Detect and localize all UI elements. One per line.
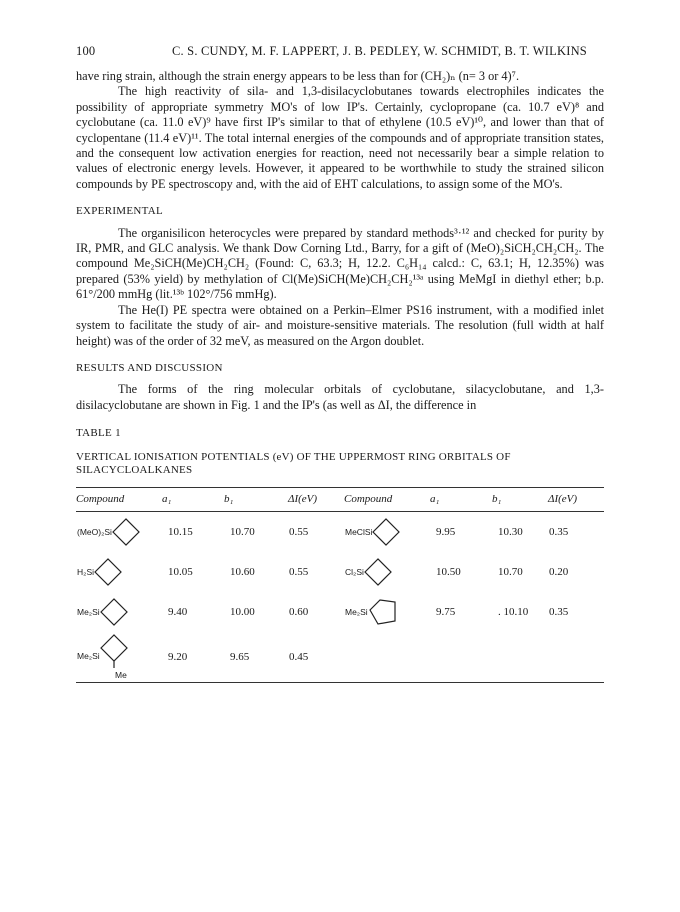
a1-value: 9.95 bbox=[436, 526, 456, 539]
paragraph-1: have ring strain, although the strain energy appears to be less than for (CH₂)ₙ (n= 3 or 4)⁷. bbox=[76, 69, 520, 83]
a1-value: 10.50 bbox=[436, 566, 461, 579]
author-line: C. S. CUNDY, M. F. LAPPERT, J. B. PEDLEY, W. SCHMIDT, B. T. WILKINS bbox=[172, 44, 587, 58]
delta-value: 0.55 bbox=[289, 566, 309, 579]
col-delta-right: ΔI(eV) bbox=[548, 488, 604, 512]
col-compound-left: Compound bbox=[76, 488, 162, 512]
cyclobutane-ring-icon bbox=[364, 558, 392, 586]
col-b1-right: b₁ bbox=[492, 488, 548, 512]
col-delta-left: ΔI(eV) bbox=[288, 488, 344, 512]
compound-label: Me₂Si bbox=[77, 607, 100, 618]
b1-value: 10.30 bbox=[498, 526, 523, 539]
compound-label: MeClSi bbox=[345, 527, 373, 538]
article-body bbox=[76, 69, 604, 413]
table-row bbox=[76, 592, 604, 632]
cyclobutane-ring-icon bbox=[112, 518, 140, 546]
empty-cell bbox=[548, 632, 604, 683]
table-header-row bbox=[76, 488, 604, 512]
col-a1-right: a₁ bbox=[430, 488, 492, 512]
compound-structure bbox=[345, 558, 429, 586]
compound-label: H₂Si bbox=[77, 567, 94, 578]
b1-value: 10.70 bbox=[230, 526, 255, 539]
cyclobutane-ring-icon bbox=[372, 518, 400, 546]
table-caption: VERTICAL IONISATION POTENTIALS (eV) OF THE UPPERMOST RING ORBITALS OF SILACYCLOALKANES bbox=[76, 451, 511, 477]
a1-value: 9.40 bbox=[168, 606, 188, 619]
delta-value: 0.35 bbox=[549, 606, 569, 619]
cyclobutane-ring-icon bbox=[94, 558, 122, 586]
empty-cell bbox=[492, 632, 548, 683]
compound-structure bbox=[77, 558, 161, 586]
table-row bbox=[76, 552, 604, 592]
compound-label: Me₂Si bbox=[345, 607, 368, 618]
compound-label: (MeO)₂Si bbox=[77, 527, 112, 538]
compound-structure bbox=[345, 518, 429, 546]
delta-value: 0.35 bbox=[549, 526, 569, 539]
compound-structure bbox=[345, 597, 429, 627]
delta-value: 0.45 bbox=[289, 651, 309, 664]
methyl-substituent: Me bbox=[115, 670, 127, 681]
compound-structure bbox=[77, 518, 161, 546]
a1-value: 9.20 bbox=[168, 651, 188, 664]
compound-label: Me₂Si bbox=[77, 651, 100, 662]
delta-value: 0.55 bbox=[289, 526, 309, 539]
delta-value: 0.60 bbox=[289, 606, 309, 619]
a1-value: 10.05 bbox=[168, 566, 193, 579]
a1-value: 10.15 bbox=[168, 526, 193, 539]
paragraph-3: The organisilicon heterocycles were prepared by standard methods³·¹² and checked for purity by IR, PMR, and GLC analysis. We thank Dow Corning Ltd., Barry, for a gift of (MeO)₂SiCH₂CH₂CH₂. The compound Me₂SiCH(Me)CH₂CH₂ (Found: C, 63.3; H, 12.2. C₆H₁₄ calcd.: C, 63.1; H, 12.35%) was prepared (53% yield) by methylation of Cl(Me)SiCH(Me)CH₂CH₂¹³ᵃ using MeMgI in diethyl ether; b.p. 61°/200 mmHg (lit.¹³ᵇ 102°/756 mmHg). bbox=[76, 225, 604, 302]
empty-cell bbox=[344, 632, 430, 683]
empty-cell bbox=[430, 632, 492, 683]
paragraph-5: The forms of the ring molecular orbitals of cyclobutane, silacyclobutane, and 1,3-disilacyclobutane are shown in Fig. 1 and the IP's (as well as ΔI, the difference in bbox=[76, 382, 604, 412]
page bbox=[76, 44, 604, 685]
cyclobutane-ring-icon bbox=[100, 598, 128, 626]
b1-value: 10.70 bbox=[498, 566, 523, 579]
b1-value: 10.00 bbox=[230, 606, 255, 619]
col-compound-right: Compound bbox=[344, 488, 430, 512]
page-number: 100 bbox=[76, 44, 96, 58]
table-row bbox=[76, 512, 604, 553]
b1-value: 9.65 bbox=[230, 651, 250, 664]
section-heading-experimental: EXPERIMENTAL bbox=[76, 205, 164, 218]
a1-value: 9.75 bbox=[436, 606, 456, 619]
paragraph-4: The He(I) PE spectra were obtained on a Perkin–Elmer PS16 instrument, with a modified inlet system to facilitate the study of air- and moisture-sensitive materials. The resolution (full width at half height) was of the order of 32 meV, as measured on the Argon doublet. bbox=[76, 302, 604, 348]
compound-label: Cl₂Si bbox=[345, 567, 364, 578]
table-label: TABLE 1 bbox=[76, 427, 121, 440]
running-header bbox=[76, 44, 604, 59]
col-a1-left: a₁ bbox=[162, 488, 224, 512]
compound-structure bbox=[77, 598, 161, 626]
paragraph-2: The high reactivity of sila- and 1,3-disilacyclobutanes towards electrophiles indicates the possibility of appropriate symmetry MO's of low IP's. Certainly, cyclopropane (ca. 10.7 eV)⁸ and cyclobutane (ca. 11.0 eV)⁹ have first IP's similar to that of ethylene (10.5 eV)¹⁰, and lower than that of cyclopentane (11.4 eV)¹¹. The total internal energies of the compounds and of appropriate transition states, and the consequent low activation energies for reaction, need not necessarily bear a simple relation to values of electronic energy levels. However, it appeared to be worthwhile to study the strained silicon compounds by PE spectroscopy and, with the aid of EHT calculations, to assign some of the MO's. bbox=[76, 84, 604, 191]
table-bottom-rule bbox=[76, 683, 604, 686]
section-heading-results: RESULTS AND DISCUSSION bbox=[76, 361, 223, 374]
b1-value: 10.60 bbox=[230, 566, 255, 579]
col-b1-left: b₁ bbox=[224, 488, 288, 512]
b1-value: . 10.10 bbox=[498, 606, 529, 619]
cyclopentane-ring-icon bbox=[368, 597, 398, 627]
delta-value: 0.20 bbox=[549, 566, 569, 579]
ionisation-table bbox=[76, 487, 604, 685]
table-row bbox=[76, 632, 604, 683]
